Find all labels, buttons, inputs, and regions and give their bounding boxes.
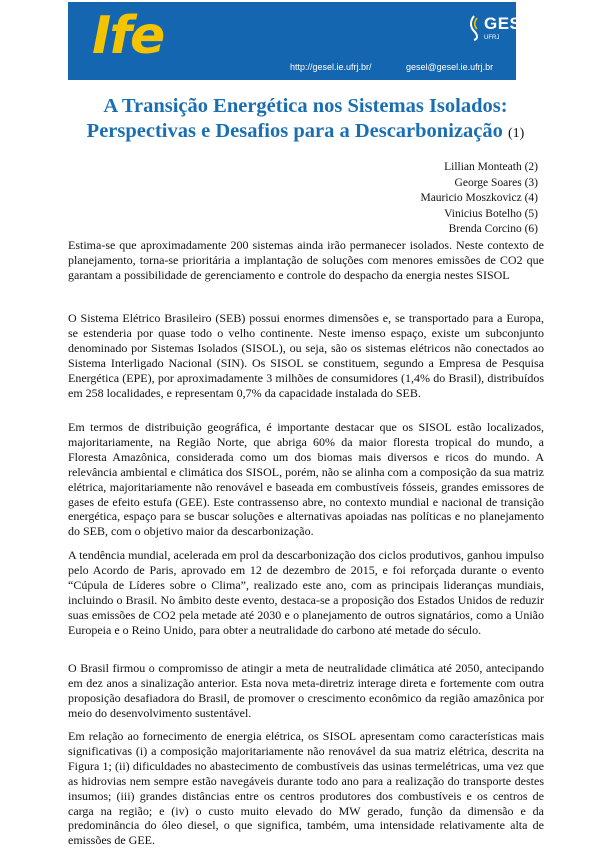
author-name: Vinicius Botelho (5) bbox=[444, 207, 538, 220]
ife-logo: Ife bbox=[92, 6, 164, 66]
title-footnote-ref: (1) bbox=[507, 126, 525, 141]
paragraph-global-trend: A tendência mundial, acelerada em prol da descarbonização dos ciclos produtivos, ganhou impulso pelo Acordo de Paris, aprovado em 12 de dezembro de 2015, e foi reforçada durante o evento “Cúpula de Líderes sobre o Clima”, realizado este ano, com as principais lideranças mundiais, incluindo o Brasil. No âmbito deste evento, destaca-se a proposição dos Estados Unidos de reduzir suas emissões de CO2 pela metade até 2030 e o planejamento de outros signatários, como a União Europeia e o Reino Unido, para obter a neutralidade do carbono até metade do século. bbox=[68, 548, 544, 637]
paragraph-brazil-commitment: O Brasil firmou o compromisso de atingir a meta de neutralidade climática até 2050, antecipando em dez anos a sinalização anterior. Esta nova meta-diretriz interage direta e fortemente com outra proposição desafiadora do Brasil, de promover o crescimento econômico da região amazônica por meio do desenvolvimento sustentável. bbox=[68, 661, 544, 720]
document-title bbox=[40, 94, 571, 146]
author-name: Mauricio Moszkovicz (4) bbox=[420, 192, 538, 204]
gesel-name: GESEL bbox=[484, 14, 545, 33]
title-line-2-wrap bbox=[40, 119, 571, 146]
email-link[interactable]: gesel@gesel.ie.ufrj.br bbox=[406, 62, 494, 72]
gesel-logo bbox=[468, 15, 544, 42]
title-line-2: Perspectivas e Desafios para a Descarbonização bbox=[86, 120, 503, 142]
paragraph-intro: Estima-se que aproximadamente 200 sistemas ainda irão permanecer isolados. Neste contexto de planejamento, torna-se prioritária a implantação de soluções com menores emissões de CO2 que garantam a possibilidade de gerenciamento e controle do despacho da energia nestes SISOL bbox=[68, 238, 544, 282]
gesel-subtitle: UFRJ bbox=[484, 35, 500, 41]
author-name: Brenda Corcino (6) bbox=[448, 223, 538, 235]
author-name: George Soares (3) bbox=[454, 176, 538, 189]
paragraph-supply: Em relação ao fornecimento de energia elétrica, os SISOL apresentam como características mais significativas (i) a composição majoritariamente não renovável da sua matriz elétrica, descrita na Figura 1; (ii) dificuldades no abastecimento de combustíveis das usinas termelétricas, uma vez que as hidrovias nem sempre estão navegáveis durante todo ano para a realização do transporte destes insumos; (iii) grandes distâncias entre os centros produtores dos combustíveis e os centros de carga na região; e (iv) o custo muito elevado do MW gerado, função da dimensão e da predominância do óleo diesel, o que significa, também, uma intensidade relativamente alta de emissões de GEE. bbox=[68, 729, 544, 848]
author-list bbox=[420, 160, 538, 238]
website-link[interactable]: http://gesel.ie.ufrj.br/ bbox=[290, 62, 372, 72]
gesel-mark-icon bbox=[468, 15, 480, 41]
title-line-1: A Transição Energética nos Sistemas Isolados: bbox=[103, 95, 508, 117]
paragraph-seb: O Sistema Elétrico Brasileiro (SEB) possui enormes dimensões e, se transportado para a Europa, se estenderia por quase todo o velho continente. Neste imenso espaço, existe um subconjunto denominado por Sistemas Isolados (SISOL), ou seja, são os sistemas elétricos não conectados ao Sistema Interligado Nacional (SIN). Os SISOL se constituem, segundo a Empresa de Pesquisa Energética (EPE), por aproximadamente 3 milhões de consumidores (1,4% do Brasil), distribuídos em 258 localidades, e representam 0,7% da capacidade instalada do SEB. bbox=[68, 311, 544, 400]
author-name: Lillian Monteath (2) bbox=[444, 161, 538, 173]
paragraph-geography: Em termos de distribuição geográfica, é importante destacar que os SISOL estão localizados, majoritariamente, na Região Norte, que abriga 60% da maior floresta tropical do mundo, a Floresta Amazônica, considerada como um dos biomas mais diversos e ricos do mundo. A relevância ambiental e climática dos SISOL, porém, não se alinha com a composição da sua matriz elétrica, majoritariamente não renovável e baseada em combustíveis fósseis, grandes emissores de gases de efeito estufa (GEE). Este contrassenso abre, no contexto mundial e nacional de transição energética, espaço para se buscar soluções e alternativas apoiadas nas políticas e no planejamento do SEB, com o objetivo maior da descarbonização. bbox=[68, 420, 544, 539]
header-banner bbox=[68, 2, 545, 80]
